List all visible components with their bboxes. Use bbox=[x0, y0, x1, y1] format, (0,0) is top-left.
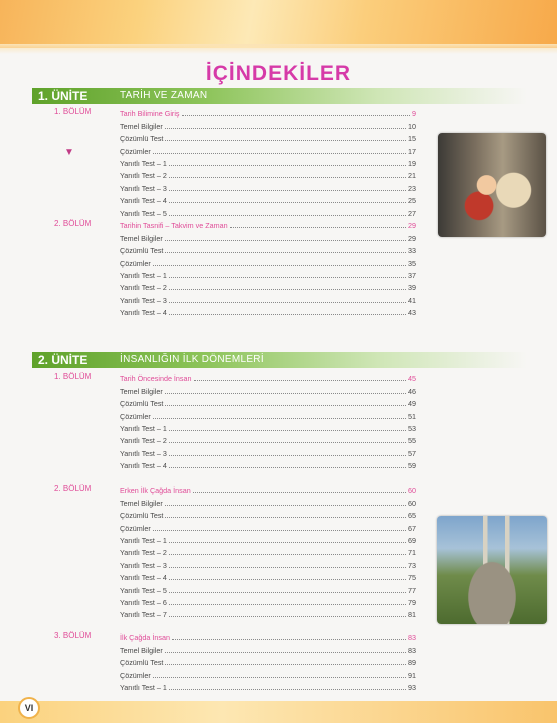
toc-entry[interactable] bbox=[120, 433, 416, 445]
toc-entry-title: Yanıtlı Test – 6 bbox=[120, 597, 167, 607]
toc-entry[interactable] bbox=[120, 118, 416, 130]
toc-entry-page: 83 bbox=[408, 645, 416, 655]
toc-entry-page: 27 bbox=[408, 208, 416, 218]
toc-entry-page: 65 bbox=[408, 511, 416, 521]
dot-leader bbox=[165, 505, 406, 506]
toc-entry-page: 23 bbox=[408, 183, 416, 193]
toc-entry-title: Yanıtlı Test – 7 bbox=[120, 610, 167, 620]
toc-entry[interactable] bbox=[120, 106, 416, 118]
toc-entry-title: Çözümler bbox=[120, 670, 151, 680]
toc-entry-page: 39 bbox=[408, 283, 416, 293]
unit-1-section-2-toc bbox=[120, 218, 416, 317]
bullet-mark-icon: ▼ bbox=[64, 147, 74, 158]
toc-entry-page: 29 bbox=[408, 233, 416, 243]
dot-leader bbox=[169, 277, 406, 278]
dot-leader bbox=[172, 639, 406, 640]
toc-entry[interactable] bbox=[120, 180, 416, 192]
dot-leader bbox=[169, 302, 406, 303]
dot-leader bbox=[169, 165, 406, 166]
unit-2-title: İNSANLIĞIN İLK DÖNEMLERİ bbox=[120, 354, 264, 365]
dot-leader bbox=[169, 430, 406, 431]
toc-entry-page: 21 bbox=[408, 171, 416, 181]
toc-entry-title: Çözümler bbox=[120, 146, 151, 156]
toc-entry-page: 15 bbox=[408, 134, 416, 144]
toc-entry[interactable] bbox=[120, 218, 416, 230]
toc-entry-title: Yanıtlı Test – 2 bbox=[120, 548, 167, 558]
toc-entry-title: Yanıtlı Test – 1 bbox=[120, 535, 167, 545]
toc-entry[interactable] bbox=[120, 268, 416, 280]
toc-entry-title: Temel Bilgiler bbox=[120, 498, 163, 508]
dot-leader bbox=[169, 455, 406, 456]
dot-leader bbox=[182, 115, 410, 116]
dot-leader bbox=[165, 240, 406, 241]
toc-entry-page: 55 bbox=[408, 436, 416, 446]
dot-leader bbox=[165, 664, 406, 665]
toc-entry[interactable] bbox=[120, 545, 416, 557]
dot-leader bbox=[169, 289, 406, 290]
dot-leader bbox=[169, 215, 406, 216]
dot-leader bbox=[165, 140, 406, 141]
toc-entry-title: Yanıtlı Test – 1 bbox=[120, 270, 167, 280]
bottom-decorative-band bbox=[0, 701, 557, 723]
toc-entry[interactable] bbox=[120, 607, 416, 619]
unit-2-section-3-toc bbox=[120, 630, 416, 692]
unit-1-title: TARİH VE ZAMAN bbox=[120, 90, 208, 101]
toc-entry-page: 81 bbox=[408, 610, 416, 620]
dot-leader bbox=[165, 405, 406, 406]
toc-entry-title: Yanıtlı Test – 3 bbox=[120, 560, 167, 570]
dot-leader bbox=[169, 190, 406, 191]
unit-2-section-1-toc bbox=[120, 371, 416, 470]
toc-entry[interactable] bbox=[120, 383, 416, 395]
toc-entry[interactable] bbox=[120, 445, 416, 457]
dot-leader bbox=[169, 616, 406, 617]
unit-2-header bbox=[32, 352, 527, 368]
toc-entry-page: 9 bbox=[412, 109, 416, 119]
unit-2-section-2-toc bbox=[120, 483, 416, 619]
dot-leader bbox=[169, 592, 406, 593]
ancient-ruins-image bbox=[437, 516, 547, 624]
toc-entry[interactable] bbox=[120, 230, 416, 242]
unit-2-section-2-label: 2. BÖLÜM bbox=[54, 484, 92, 493]
toc-entry[interactable] bbox=[120, 168, 416, 180]
dot-leader bbox=[153, 677, 406, 678]
toc-entry-title: Çözümler bbox=[120, 411, 151, 421]
toc-entry-title: Yanıtlı Test – 3 bbox=[120, 295, 167, 305]
toc-entry[interactable] bbox=[120, 421, 416, 433]
toc-entry-title: Temel Bilgiler bbox=[120, 233, 163, 243]
toc-entry-title: Temel Bilgiler bbox=[120, 121, 163, 131]
dot-leader bbox=[169, 467, 406, 468]
toc-entry-title: Çözümler bbox=[120, 258, 151, 268]
dot-leader bbox=[169, 442, 406, 443]
toc-entry[interactable] bbox=[120, 533, 416, 545]
toc-entry[interactable] bbox=[120, 243, 416, 255]
toc-entry-title: Yanıtlı Test – 2 bbox=[120, 283, 167, 293]
toc-entry-title: Yanıtlı Test – 4 bbox=[120, 196, 167, 206]
toc-entry-title: Yanıtlı Test – 3 bbox=[120, 183, 167, 193]
unit-1-header bbox=[32, 88, 527, 104]
dot-leader bbox=[165, 517, 406, 518]
toc-entry-title: Çözümlü Test bbox=[120, 246, 164, 256]
toc-entry-page: 10 bbox=[408, 121, 416, 131]
toc-entry-page: 77 bbox=[408, 585, 416, 595]
dot-leader bbox=[194, 380, 406, 381]
toc-entry-title: Temel Bilgiler bbox=[120, 645, 163, 655]
toc-entry-title: İlk Çağda İnsan bbox=[120, 633, 170, 643]
toc-entry-title: Yanıtlı Test – 2 bbox=[120, 171, 167, 181]
toc-entry-page: 89 bbox=[408, 658, 416, 668]
dot-leader bbox=[153, 418, 406, 419]
toc-entry-title: Yanıtlı Test – 4 bbox=[120, 308, 167, 318]
toc-entry-page: 60 bbox=[408, 486, 416, 496]
dot-leader bbox=[169, 177, 406, 178]
toc-entry-page: 57 bbox=[408, 448, 416, 458]
toc-entry-page: 91 bbox=[408, 670, 416, 680]
toc-entry-title: Yanıtlı Test – 1 bbox=[120, 423, 167, 433]
toc-entry-page: 53 bbox=[408, 423, 416, 433]
dot-leader bbox=[165, 252, 406, 253]
toc-entry-page: 79 bbox=[408, 597, 416, 607]
toc-entry-page: 17 bbox=[408, 146, 416, 156]
toc-entry-page: 71 bbox=[408, 548, 416, 558]
toc-entry-page: 75 bbox=[408, 573, 416, 583]
toc-entry-title: Çözümlü Test bbox=[120, 511, 164, 521]
toc-entry[interactable] bbox=[120, 280, 416, 292]
toc-entry-title: Çözümlü Test bbox=[120, 134, 164, 144]
toc-entry[interactable] bbox=[120, 508, 416, 520]
unit-1-section-2-label: 2. BÖLÜM bbox=[54, 219, 92, 228]
toc-entry-title: Tarih Bilimine Giriş bbox=[120, 109, 180, 119]
toc-entry[interactable] bbox=[120, 495, 416, 507]
page-number-badge: VI bbox=[18, 697, 40, 719]
toc-entry-page: 60 bbox=[408, 498, 416, 508]
toc-entry-title: Yanıtlı Test – 2 bbox=[120, 436, 167, 446]
dot-leader bbox=[169, 542, 406, 543]
dot-leader bbox=[169, 554, 406, 555]
toc-entry-page: 51 bbox=[408, 411, 416, 421]
unit-2-label: 2. ÜNİTE bbox=[38, 353, 88, 367]
toc-entry[interactable] bbox=[120, 582, 416, 594]
dot-leader bbox=[153, 265, 406, 266]
dot-leader bbox=[169, 604, 406, 605]
toc-entry-title: Yanıtlı Test – 5 bbox=[120, 208, 167, 218]
toc-entry[interactable] bbox=[120, 483, 416, 495]
toc-entry-page: 35 bbox=[408, 258, 416, 268]
toc-entry[interactable] bbox=[120, 255, 416, 267]
toc-entry-title: Tarihin Tasnifi – Takvim ve Zaman bbox=[120, 221, 228, 231]
toc-entry-title: Çözümler bbox=[120, 523, 151, 533]
unit-1-label: 1. ÜNİTE bbox=[38, 89, 88, 103]
toc-entry-page: 83 bbox=[408, 633, 416, 643]
toc-entry[interactable] bbox=[120, 396, 416, 408]
toc-entry-title: Yanıtlı Test – 4 bbox=[120, 573, 167, 583]
toc-entry-page: 67 bbox=[408, 523, 416, 533]
dot-leader bbox=[153, 153, 406, 154]
toc-entry[interactable] bbox=[120, 193, 416, 205]
toc-entry-page: 19 bbox=[408, 158, 416, 168]
toc-entry-page: 37 bbox=[408, 270, 416, 280]
dot-leader bbox=[153, 530, 406, 531]
unit-1-section-1-label: 1. BÖLÜM bbox=[54, 107, 92, 116]
toc-entry[interactable] bbox=[120, 595, 416, 607]
toc-entry[interactable] bbox=[120, 143, 416, 155]
toc-entry[interactable] bbox=[120, 557, 416, 569]
dot-leader bbox=[169, 314, 406, 315]
dot-leader bbox=[165, 393, 406, 394]
toc-entry-title: Yanıtlı Test – 1 bbox=[120, 158, 167, 168]
toc-entry[interactable] bbox=[120, 131, 416, 143]
toc-entry[interactable] bbox=[120, 570, 416, 582]
toc-entry-page: 69 bbox=[408, 535, 416, 545]
dot-leader bbox=[169, 567, 406, 568]
unit-1-section-1-toc bbox=[120, 106, 416, 218]
toc-entry-page: 93 bbox=[408, 682, 416, 692]
unit-2-section-1-label: 1. BÖLÜM bbox=[54, 372, 92, 381]
toc-entry-title: Çözümlü Test bbox=[120, 658, 164, 668]
toc-entry[interactable] bbox=[120, 655, 416, 667]
dot-leader bbox=[230, 227, 406, 228]
page-title: İÇİNDEKİLER bbox=[205, 62, 352, 85]
toc-entry-page: 25 bbox=[408, 196, 416, 206]
dot-leader bbox=[169, 202, 406, 203]
toc-entry[interactable] bbox=[120, 642, 416, 654]
top-decorative-band bbox=[0, 0, 557, 48]
toc-entry-title: Temel Bilgiler bbox=[120, 386, 163, 396]
toc-entry-title: Çözümlü Test bbox=[120, 399, 164, 409]
toc-entry-page: 49 bbox=[408, 399, 416, 409]
toc-entry[interactable] bbox=[120, 305, 416, 317]
toc-entry[interactable] bbox=[120, 630, 416, 642]
socrates-painting-image bbox=[438, 133, 546, 237]
toc-entry[interactable] bbox=[120, 667, 416, 679]
dot-leader bbox=[169, 579, 406, 580]
toc-entry-page: 45 bbox=[408, 374, 416, 384]
dot-leader bbox=[169, 689, 406, 690]
dot-leader bbox=[193, 492, 406, 493]
toc-entry-title: Yanıtlı Test – 5 bbox=[120, 585, 167, 595]
toc-entry-page: 43 bbox=[408, 308, 416, 318]
toc-entry[interactable] bbox=[120, 292, 416, 304]
unit-2-section-3-label: 3. BÖLÜM bbox=[54, 631, 92, 640]
toc-entry-title: Tarih Öncesinde İnsan bbox=[120, 374, 192, 384]
toc-entry-page: 33 bbox=[408, 246, 416, 256]
toc-entry[interactable] bbox=[120, 371, 416, 383]
toc-entry-title: Yanıtlı Test – 4 bbox=[120, 461, 167, 471]
toc-entry[interactable] bbox=[120, 520, 416, 532]
toc-entry-title: Yanıtlı Test – 1 bbox=[120, 682, 167, 692]
toc-entry[interactable] bbox=[120, 205, 416, 217]
toc-entry-page: 46 bbox=[408, 386, 416, 396]
toc-entry-title: Yanıtlı Test – 3 bbox=[120, 448, 167, 458]
dot-leader bbox=[165, 652, 406, 653]
toc-entry-page: 41 bbox=[408, 295, 416, 305]
toc-entry[interactable] bbox=[120, 408, 416, 420]
toc-entry-page: 29 bbox=[408, 221, 416, 231]
toc-entry[interactable] bbox=[120, 458, 416, 470]
toc-entry-page: 59 bbox=[408, 461, 416, 471]
dot-leader bbox=[165, 128, 406, 129]
toc-entry[interactable] bbox=[120, 680, 416, 692]
toc-entry-title: Erken İlk Çağda İnsan bbox=[120, 486, 191, 496]
toc-entry[interactable] bbox=[120, 156, 416, 168]
toc-entry-page: 73 bbox=[408, 560, 416, 570]
